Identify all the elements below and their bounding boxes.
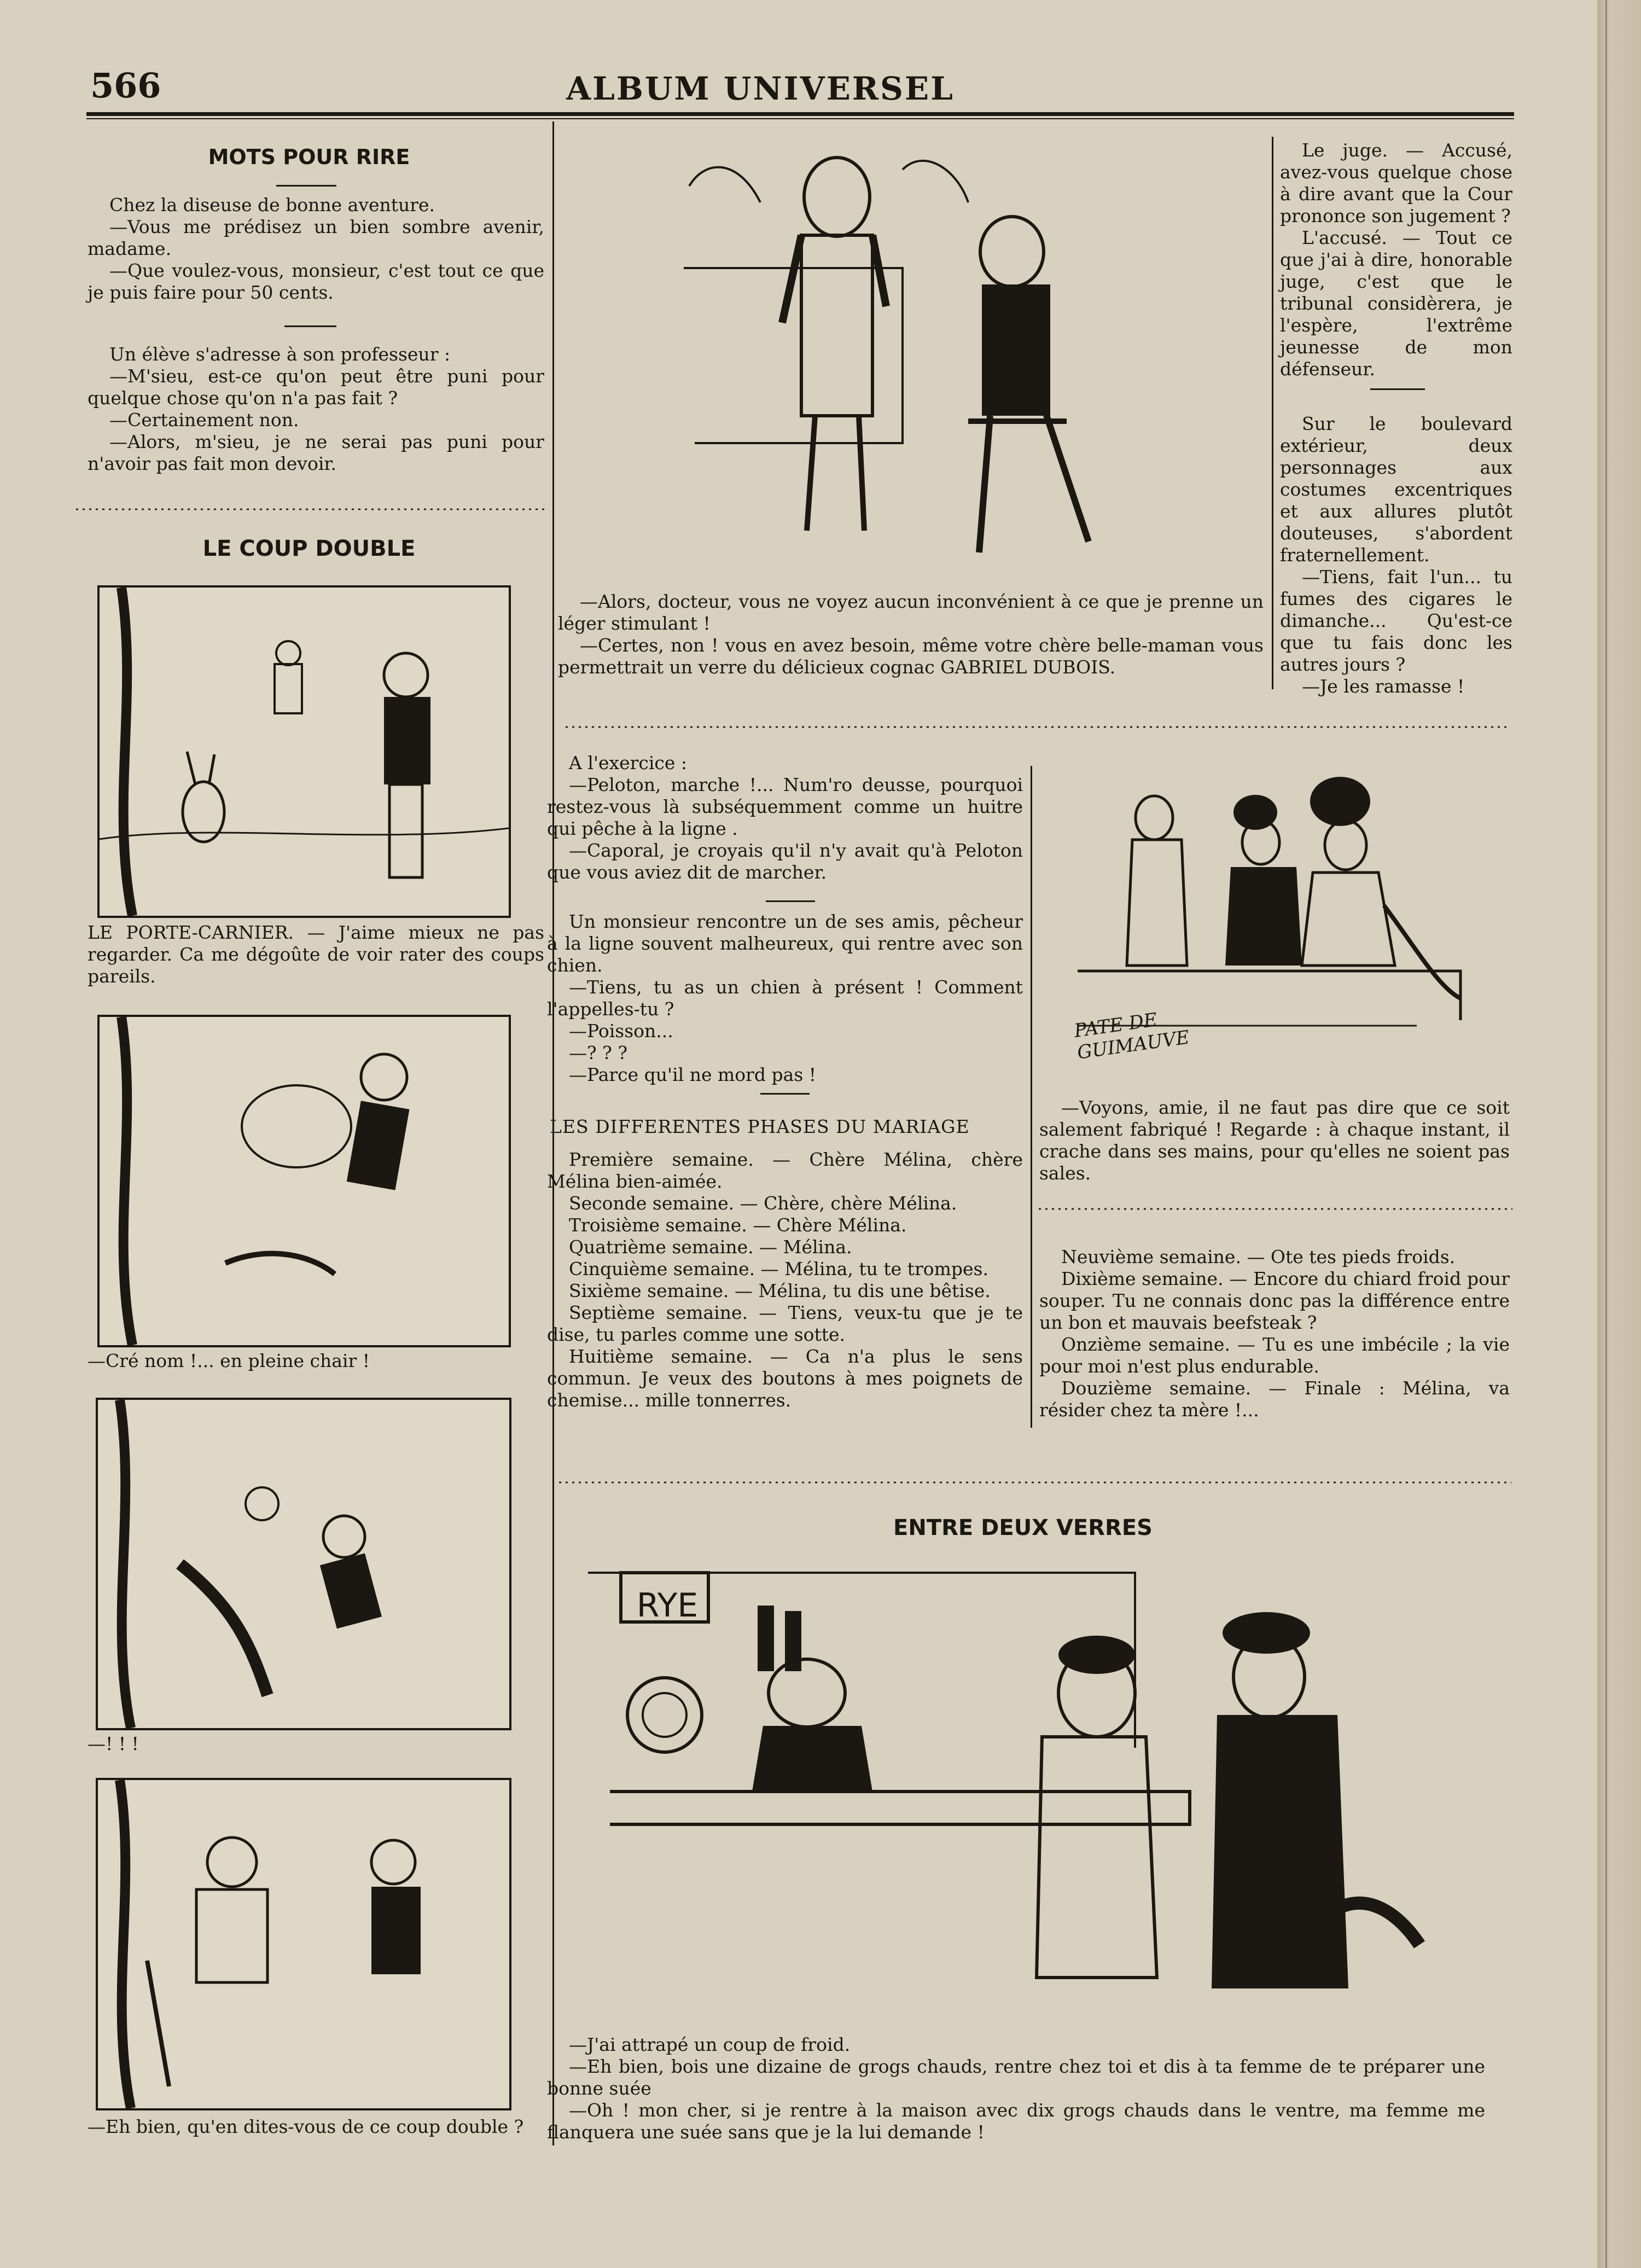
- verres-line: —J'ai attrapé un coup de froid.: [569, 2034, 851, 2055]
- verres-line: —Eh bien, bois une dizaine de grogs chauds, rentre chez toi et dis à ta femme de te préparer une bonne suée: [547, 2056, 1485, 2099]
- mariage-line: Seconde semaine. — Chère, chère Mélina.: [569, 1193, 957, 1214]
- doctor-caption: [558, 591, 1264, 678]
- column-rule-juge: [1272, 137, 1273, 689]
- guimauve-sign: PATE DE GUIMAUVE: [1073, 1009, 1191, 1064]
- mots-line: —Certainement non.: [109, 409, 299, 431]
- exercice-line: —Caporal, je croyais qu'il n'y avait qu'à Peloton que vous aviez dit de marcher.: [547, 840, 1023, 883]
- separator: [1370, 388, 1425, 390]
- verres-line: —Oh ! mon cher, si je rentre à la maison avec dix grogs chauds dans le ventre, ma femme me flanquera une suée sans que je la lui demande !: [547, 2100, 1485, 2143]
- exercice-line: —Peloton, marche !... Num'ro deusse, pourquoi restez-vous là subséquemment comme un huitre qui pêche à la ligne .: [547, 774, 1023, 839]
- masthead-title: ALBUM UNIVERSEL: [566, 70, 955, 107]
- doctor-line: —Alors, docteur, vous ne voyez aucun inconvénient à ce que je prenne un léger stimulant !: [558, 591, 1264, 634]
- pecheur-joke: [547, 911, 1023, 1086]
- hunter-illustration: [98, 1400, 509, 1728]
- mots-line: Un élève s'adresse à son professeur :: [109, 344, 451, 365]
- mots-title: MOTS POUR RIRE: [208, 145, 410, 169]
- doctor-line: —Certes, non ! vous en avez besoin, même votre chère belle-maman vous permettrait un verre du délicieux cognac GABRIEL DUBOIS.: [558, 635, 1264, 678]
- verres-caption: [547, 2034, 1485, 2143]
- mariage-phases-1: [547, 1149, 1023, 1411]
- boulevard-line: —Tiens, fait l'un... tu fumes des cigares le dimanche... Qu'est-ce que tu fais donc les autres jours ?: [1280, 566, 1512, 675]
- mariage-line: Cinquième semaine. — Mélina, tu te trompes.: [569, 1258, 988, 1280]
- coup-panel-2: [97, 1015, 511, 1347]
- separator: [766, 900, 815, 902]
- coup-panel-3: [96, 1398, 511, 1730]
- mots-line: Chez la diseuse de bonne aventure.: [109, 194, 435, 216]
- exercice-joke: [547, 752, 1023, 883]
- header-rule-thin: [86, 118, 1514, 119]
- mots-line: —Vous me prédisez un bien sombre avenir, madame.: [88, 216, 544, 259]
- bar-illustration: [588, 1562, 1458, 2032]
- mots-joke-2: [88, 344, 544, 475]
- coup-title: LE COUP DOUBLE: [202, 536, 416, 561]
- page-edge: [1597, 0, 1641, 2268]
- separator: [276, 185, 336, 187]
- mariage-line: Septième semaine. — Tiens, veux-tu que je te dise, tu parles comme une sotte.: [547, 1302, 1023, 1345]
- juge-line: L'accusé. — Tout ce que j'ai à dire, honorable juge, c'est que le tribunal considèrera, je l'espère, l'extrême jeunesse de mon défenseur.: [1280, 227, 1512, 380]
- separator: [284, 325, 336, 327]
- pecheur-line: —Poisson...: [569, 1020, 673, 1042]
- separator: [760, 1093, 810, 1095]
- coup-caption-2: —Cré nom !... en pleine chair !: [88, 1350, 370, 1371]
- hunter-illustration: [100, 588, 509, 916]
- guimauve-caption: —Voyons, amie, il ne faut pas dire que ce soit salement fabriqué ! Regarde : à chaque instant, il crache dans ses mains, pour qu'elles ne soient pas sales.: [1039, 1097, 1510, 1184]
- pecheur-line: Un monsieur rencontre un de ses amis, pêcheur à la ligne souvent malheureux, qui rentre avec son chien.: [547, 911, 1023, 976]
- pecheur-line: —Parce qu'il ne mord pas !: [569, 1064, 817, 1085]
- mariage-line: Douzième semaine. — Finale : Mélina, va résider chez ta mère !...: [1039, 1377, 1510, 1421]
- mariage-line: Onzième semaine. — Tu es une imbécile ; la vie pour moi n'est plus endurable.: [1039, 1334, 1510, 1377]
- page-fold-line: [1605, 0, 1607, 2268]
- mariage-line: Neuvième semaine. — Ote tes pieds froids.: [1061, 1246, 1456, 1267]
- mots-line: —Que voulez-vous, monsieur, c'est tout ce que je puis faire pour 50 cents.: [88, 260, 544, 303]
- mariage-line: Première semaine. — Chère Mélina, chère Mélina bien-aimée.: [547, 1149, 1023, 1192]
- hunter-illustration: [98, 1780, 509, 2108]
- header-rule: [86, 112, 1514, 116]
- mots-line: —Alors, m'sieu, je ne serai pas puni pour n'avoir pas fait mon devoir.: [88, 431, 544, 474]
- coup-caption-3: —! ! !: [88, 1733, 139, 1754]
- boulevard-line: —Je les ramasse !: [1302, 676, 1465, 697]
- coup-caption-4: —Eh bien, qu'en dites-vous de ce coup double ?: [88, 2116, 524, 2137]
- pecheur-line: —Tiens, tu as un chien à présent ! Comment l'appelles-tu ?: [547, 976, 1023, 1020]
- mariage-phases-2: [1039, 1246, 1510, 1421]
- mariage-line: Quatrième semaine. — Mélina.: [569, 1236, 852, 1258]
- mariage-line: Troisième semaine. — Chère Mélina.: [569, 1214, 907, 1236]
- mots-joke-1: [88, 194, 544, 304]
- column-rule-exercice: [1031, 766, 1032, 1428]
- coup-panel-1: [97, 585, 511, 918]
- doctor-illustration: [673, 137, 1132, 569]
- verres-title: ENTRE DEUX VERRES: [893, 1515, 1153, 1540]
- exercice-line: A l'exercice :: [569, 752, 688, 774]
- page-number: 566: [90, 66, 161, 106]
- coup-panel-4: [96, 1778, 511, 2110]
- coup-caption-1: LE PORTE-CARNIER. — J'aime mieux ne pas regarder. Ca me dégoûte de voir rater des coups pareils.: [88, 922, 544, 987]
- juge-joke: [1280, 139, 1512, 380]
- mariage-line: Sixième semaine. — Mélina, tu dis une bêtise.: [569, 1280, 991, 1301]
- rye-sign: RYE: [636, 1586, 699, 1625]
- mariage-line: Huitième semaine. — Ca n'a plus le sens commun. Je veux des boutons à mes poignets de chemise... mille tonnerres.: [547, 1346, 1023, 1411]
- boulevard-line: Sur le boulevard extérieur, deux personnages aux costumes excentriques et aux allures plutôt douteuses, s'abordent fraternellement.: [1280, 413, 1512, 566]
- mariage-title: LES DIFFERENTES PHASES DU MARIAGE: [550, 1116, 970, 1137]
- mots-line: —M'sieu, est-ce qu'on peut être puni pour quelque chose qu'on n'a pas fait ?: [88, 365, 544, 409]
- hunter-illustration: [100, 1017, 509, 1345]
- boulevard-joke: [1280, 413, 1512, 697]
- pecheur-line: —? ? ?: [569, 1042, 628, 1063]
- mariage-line: Dixième semaine. — Encore du chiard froid pour souper. Tu ne connais donc pas la différence entre un bon et mauvais beefsteak ?: [1039, 1268, 1510, 1333]
- juge-line: Le juge. — Accusé, avez-vous quelque chose à dire avant que la Cour prononce son jugement ?: [1280, 139, 1512, 226]
